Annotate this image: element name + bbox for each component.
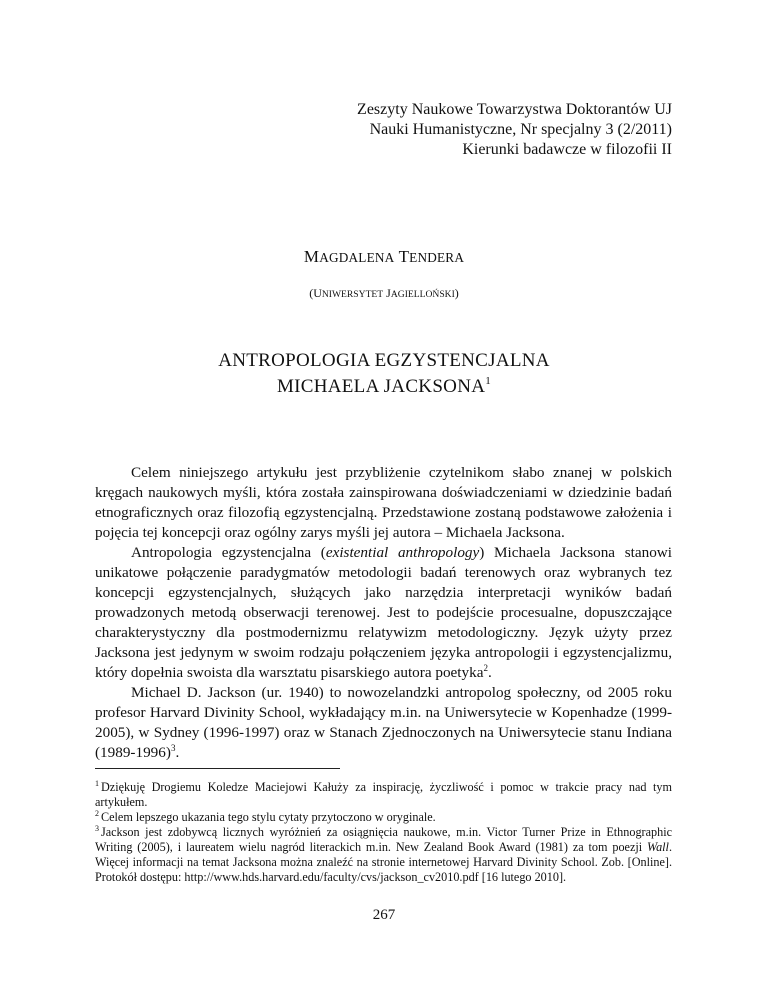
author-name: MAGDALENA TENDERA: [303, 247, 465, 266]
footnote-divider: [95, 768, 340, 769]
article-body: [95, 463, 672, 763]
footnote-2: $^2$ Celem lepszego ukazania tego stylu cytaty przytoczono w oryginale.: [95, 809, 436, 824]
footnote-1: $^1$ Dziękuję Drogiemu Koledze Maciejowi Kałuży za inspirację, życzliwość i pomoc w trakcie pracy nad tym artykułem.: [95, 779, 672, 809]
journal-header: [252, 100, 672, 160]
title-line-1: ANTROPOLOGIA EGZYSTENCJALNA: [218, 350, 550, 371]
footnote-3: $^3$ Jackson jest zdobywcą licznych wyróżnień za osiągnięcia naukowe, m.in. Victor Turner Prize in Ethnographic Writing (2005), i laureatem wielu nagród literackich m.in. New Zealand Book Award (1981) za tom poezji Wall. Więcej informacji na temat Jacksona można znaleźć na stronie internetowej Harvard Divinity School. Zob. [Online]. Protokół dostępu: http://www.hds.harvard.edu/faculty/cvs/jackson_cv2010.pdf [16 lutego 2010].: [95, 824, 672, 884]
article-title: [0, 348, 768, 400]
paragraph-definition: Antropologia egzystencjalna (existential anthropology) Michaela Jacksona stanowi unikatowe połączenie paradygmatów metodologii badań terenowych oraz wybranych tez koncepcji egzystencjalnych, służących jako narzędzia interpretacji wyników badań prowadzonych metodą obserwacji terenowej. Jest to podejście procesualne, dopuszczające charakterystyczny dla postmodernizmu relatywizm metodologiczny. Język użyty przez Jacksona jest jedynym w swoim rodzaju połączeniem języka antropologii i egzystencjalizmu, który dopełnia swoista dla warsztatu pisarskiego autora poetyka$^2$.: [95, 544, 672, 681]
journal-title-line: Zeszyty Naukowe Towarzystwa Doktorantów UJ: [357, 101, 672, 118]
journal-issue-line: Nauki Humanistyczne, Nr specjalny 3 (2/2011): [369, 121, 672, 138]
page-number: 267: [372, 907, 396, 923]
footnote-3-link-text: . Więcej informacji na temat Jacksona można znaleźć na stronie internetowej Harvard Divinity School. Zob. [Online]. Protokół dostępu: http://www.hds.harvard.edu/faculty/cvs/jackson_cv2010.pdf [16 lutego 2010].: [95, 840, 672, 884]
footnotes: [95, 780, 672, 885]
title-footnote-ref[interactable]: 1: [485, 375, 492, 387]
paragraph-biography: Michael D. Jackson (ur. 1940) to nowozelandzki antropolog społeczny, od 2005 roku profesor Harvard Divinity School, wykładający m.in. na Uniwersytecie w Kopenhadze (1999-2005), w Sydney (1996-1997) oraz w Stanach Zjednoczonych na Uniwersytecie stanu Indiana (1989-1996)$^3$.: [95, 684, 672, 761]
footnote-ref-3[interactable]: 3: [170, 743, 176, 753]
journal-section-line: Kierunki badawcze w filozofii II: [462, 141, 672, 158]
author-affiliation: (UNIWERSYTET JAGIELLOŃSKI): [309, 286, 459, 300]
paragraph-intro: Celem niniejszego artykułu jest przybliżenie czytelnikom słabo znanej w polskich kręgach naukowych myśli, która została zainspirowana doświadczeniami w dziedzinie badań etnograficznych oraz filozofią egzystencjalną. Przedstawione zostaną podstawowe założenia i pojęcia tej koncepcji oraz ogólny zarys myśli jej autora – Michaela Jacksona.: [95, 464, 672, 541]
footnote-ref-2[interactable]: 2: [483, 663, 488, 673]
title-line-2: MICHAELA JACKSONA$^1$: [276, 375, 492, 397]
